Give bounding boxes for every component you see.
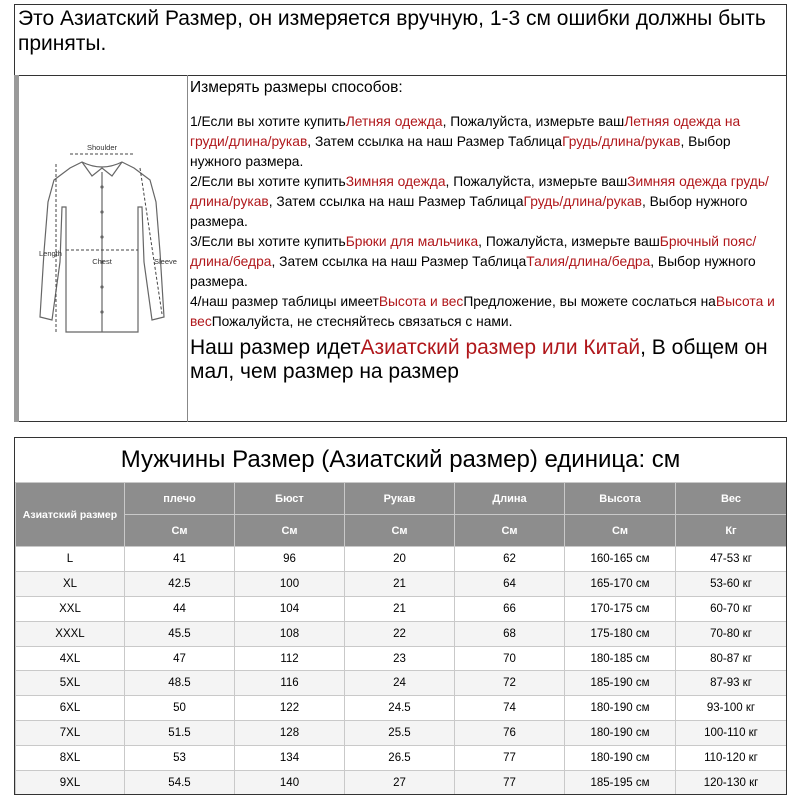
- table-unit-row: [16, 515, 787, 547]
- unit-header: См: [125, 515, 235, 547]
- table-cell: 51.5: [125, 721, 235, 746]
- unit-header: См: [455, 515, 565, 547]
- table-cell: 25.5: [345, 721, 455, 746]
- table-cell: 54.5: [125, 771, 235, 795]
- row-header: Азиатский размер: [16, 483, 125, 547]
- unit-header: Кг: [676, 515, 787, 547]
- table-cell: 175-180 см: [565, 621, 676, 646]
- table-row: [16, 671, 787, 696]
- size-table-body: [16, 547, 787, 796]
- table-cell: 45.5: [125, 621, 235, 646]
- table-cell: 44: [125, 596, 235, 621]
- measurement-methods: [190, 78, 780, 384]
- table-cell: 112: [235, 646, 345, 671]
- methods-title: Измерять размеры способов:: [190, 79, 403, 96]
- table-cell: 120-130 кг: [676, 771, 787, 795]
- asian-size-summary: Наш размер идетАзиатский размер или Китай, В общем он мал, чем размер на размер: [190, 336, 768, 383]
- column-header: Высота: [565, 483, 676, 515]
- unit-header: См: [345, 515, 455, 547]
- table-cell: 180-190 см: [565, 696, 676, 721]
- table-header-row: [16, 483, 787, 515]
- size-label-cell: 9XL: [16, 771, 125, 795]
- table-row: [16, 571, 787, 596]
- size-chart: [14, 437, 787, 795]
- size-label-cell: XL: [16, 571, 125, 596]
- column-header: плечо: [125, 483, 235, 515]
- table-row: [16, 646, 787, 671]
- table-cell: 70-80 кг: [676, 621, 787, 646]
- table-cell: 72: [455, 671, 565, 696]
- table-cell: 77: [455, 746, 565, 771]
- table-cell: 160-165 см: [565, 547, 676, 572]
- table-row: [16, 621, 787, 646]
- column-header: Бюст: [235, 483, 345, 515]
- table-cell: 104: [235, 596, 345, 621]
- size-label-cell: XXL: [16, 596, 125, 621]
- table-cell: 122: [235, 696, 345, 721]
- size-label-cell: 6XL: [16, 696, 125, 721]
- table-cell: 77: [455, 771, 565, 795]
- column-header: Рукав: [345, 483, 455, 515]
- table-cell: 47: [125, 646, 235, 671]
- table-cell: 87-93 кг: [676, 671, 787, 696]
- table-cell: 41: [125, 547, 235, 572]
- table-cell: 74: [455, 696, 565, 721]
- table-cell: 76: [455, 721, 565, 746]
- length-label: Length: [39, 249, 62, 258]
- method-height-weight: 4/наш размер таблицы имеетВысота и весПредложение, вы можете сослаться наВысота и весПожалуйста, не стесняйтесь связаться с нами.: [190, 294, 775, 329]
- left-bar: [14, 75, 19, 422]
- size-label-cell: 5XL: [16, 671, 125, 696]
- table-row: [16, 547, 787, 572]
- table-cell: 170-175 см: [565, 596, 676, 621]
- top-divider: [14, 75, 787, 76]
- table-cell: 53-60 кг: [676, 571, 787, 596]
- table-cell: 185-190 см: [565, 671, 676, 696]
- size-label-cell: XXXL: [16, 621, 125, 646]
- table-cell: 62: [455, 547, 565, 572]
- table-cell: 185-195 см: [565, 771, 676, 795]
- table-cell: 128: [235, 721, 345, 746]
- table-cell: 21: [345, 596, 455, 621]
- table-row: [16, 721, 787, 746]
- column-header: Вес: [676, 483, 787, 515]
- table-cell: 50: [125, 696, 235, 721]
- table-row: [16, 596, 787, 621]
- size-table-title: Мужчины Размер (Азиатский размер) единица: см: [120, 446, 681, 473]
- size-table: [15, 482, 787, 795]
- method-summer: 1/Если вы хотите купитьЛетняя одежда, Пожалуйста, измерьте вашЛетняя одежда на груди/длина/рукав, Затем ссылка на наш Размер ТаблицаГрудь/длина/рукав, Выбор нужного размера.: [190, 114, 741, 169]
- table-cell: 134: [235, 746, 345, 771]
- size-label-cell: 7XL: [16, 721, 125, 746]
- chest-label: Chest: [92, 257, 112, 266]
- table-cell: 24: [345, 671, 455, 696]
- table-cell: 23: [345, 646, 455, 671]
- table-row: [16, 696, 787, 721]
- unit-header: См: [235, 515, 345, 547]
- table-cell: 60-70 кг: [676, 596, 787, 621]
- table-row: [16, 771, 787, 795]
- table-cell: 180-190 см: [565, 721, 676, 746]
- table-cell: 24.5: [345, 696, 455, 721]
- asian-size-note: Это Азиатский Размер, он измеряется вручную, 1-3 см ошибки должны быть приняты.: [18, 7, 766, 55]
- column-header: Длина: [455, 483, 565, 515]
- table-cell: 64: [455, 571, 565, 596]
- size-label-cell: 4XL: [16, 646, 125, 671]
- table-cell: 42.5: [125, 571, 235, 596]
- table-cell: 53: [125, 746, 235, 771]
- table-cell: 96: [235, 547, 345, 572]
- table-cell: 20: [345, 547, 455, 572]
- shoulder-label: Shoulder: [86, 143, 118, 152]
- unit-header: См: [565, 515, 676, 547]
- table-cell: 26.5: [345, 746, 455, 771]
- table-cell: 140: [235, 771, 345, 795]
- table-cell: 180-185 см: [565, 646, 676, 671]
- table-cell: 66: [455, 596, 565, 621]
- size-label-cell: 8XL: [16, 746, 125, 771]
- table-cell: 21: [345, 571, 455, 596]
- table-cell: 80-87 кг: [676, 646, 787, 671]
- table-cell: 27: [345, 771, 455, 795]
- table-cell: 70: [455, 646, 565, 671]
- table-cell: 22: [345, 621, 455, 646]
- table-cell: 48.5: [125, 671, 235, 696]
- table-cell: 108: [235, 621, 345, 646]
- table-cell: 93-100 кг: [676, 696, 787, 721]
- method-pants: 3/Если вы хотите купитьБрюки для мальчика, Пожалуйста, измерьте вашБрючный пояс/длина/бедра, Затем ссылка на наш Размер ТаблицаТалия/длина/бедра, Выбор нужного размера.: [190, 234, 757, 289]
- inner-divider: [187, 75, 188, 422]
- table-cell: 68: [455, 621, 565, 646]
- table-cell: 100: [235, 571, 345, 596]
- table-cell: 100-110 кг: [676, 721, 787, 746]
- method-winter: 2/Если вы хотите купитьЗимняя одежда, Пожалуйста, измерьте вашЗимняя одежда грудь/длина/рукав, Затем ссылка на наш Размер ТаблицаГрудь/длина/рукав, Выбор нужного размера.: [190, 174, 769, 229]
- table-cell: 110-120 кг: [676, 746, 787, 771]
- table-cell: 165-170 см: [565, 571, 676, 596]
- table-cell: 47-53 кг: [676, 547, 787, 572]
- sleeve-label: Sleeve: [154, 257, 177, 266]
- size-label-cell: L: [16, 547, 125, 572]
- table-cell: 180-190 см: [565, 746, 676, 771]
- table-row: [16, 746, 787, 771]
- shirt-measurement-diagram: [22, 132, 182, 360]
- table-cell: 116: [235, 671, 345, 696]
